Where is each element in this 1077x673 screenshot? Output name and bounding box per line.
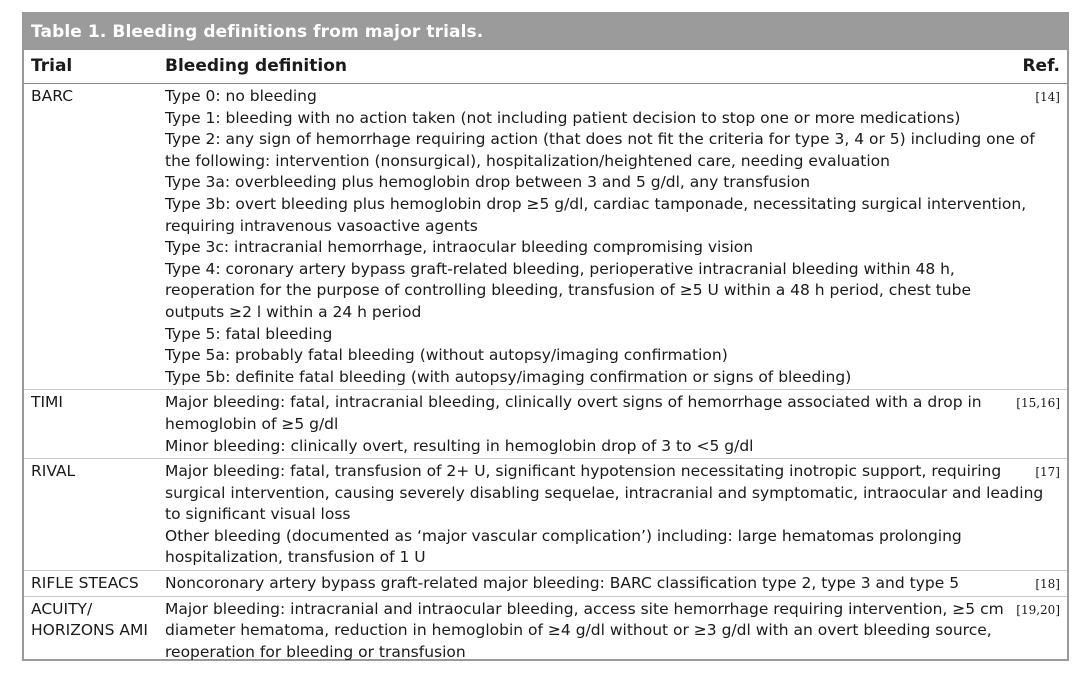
reference: [17] (1035, 465, 1060, 480)
definition-line: requiring intravenous vasoactive agents (165, 216, 478, 235)
definition-line: to significant visual loss (165, 505, 351, 524)
definition-line: Major bleeding: fatal, intracranial bleeding, clinically overt signs of hemorrhage associated with a drop in (165, 393, 982, 412)
definition-line: diameter hematoma, reduction in hemoglobin of ≥4 g/dl without or ≥3 g/dl with an overt bleeding source, (165, 621, 992, 640)
trial-name: RIFLE STEACS (31, 574, 139, 593)
definition-line: the following: intervention (nonsurgical), hospitalization/heightened care, needing evaluation (165, 151, 890, 170)
definition-line: Major bleeding: fatal, transfusion of 2+ U, significant hypotension necessitating inotropic support, requiring (165, 462, 1002, 481)
bleeding-definition (165, 571, 1015, 596)
header-trial: Trial (31, 56, 73, 76)
header-bleeding-definition: Bleeding definition (165, 56, 347, 76)
bleeding-definition (165, 390, 1015, 458)
bleeding-definition (165, 84, 1035, 389)
definition-line: Noncoronary artery bypass graft-related major bleeding: BARC classification type 2, type 3 and type 5 (165, 574, 960, 593)
definition-line: Type 3a: overbleeding plus hemoglobin drop between 3 and 5 g/dl, any transfusion (165, 173, 811, 192)
bleeding-definitions-table (22, 12, 1069, 661)
bleeding-definition (165, 597, 1015, 665)
definition-line: Major bleeding: intracranial and intraocular bleeding, access site hemorrhage requiring intervention, ≥5 cm (165, 599, 1004, 618)
trial-name: ACUITY/ HORIZONS AMI (31, 599, 148, 640)
definition-line: surgical intervention, causing severely disabling sequelae, intracranial and symptomatic, intraocular and leading (165, 483, 1044, 502)
table-row (24, 84, 1067, 390)
table-header-row (24, 50, 1067, 84)
definition-line: Type 2: any sign of hemorrhage requiring action (that does not fit the criteria for type 3, 4 or 5) including one of (165, 130, 1035, 149)
definition-line: reoperation for the purpose of controlling bleeding, transfusion of ≥5 U within a 48 h period, chest tube (165, 281, 971, 300)
definition-line: Other bleeding (documented as ‘major vascular complication’) including: large hematomas prolonging (165, 526, 962, 545)
trial-name: TIMI (31, 393, 63, 412)
table-caption: Table 1. Bleeding definitions from major trials. (24, 14, 1067, 50)
definition-line: Type 5b: definite fatal bleeding (with autopsy/imaging confirmation or signs of bleeding) (165, 367, 852, 386)
definition-line: Type 3b: overt bleeding plus hemoglobin drop ≥5 g/dl, cardiac tamponade, necessitating surgical intervention, (165, 194, 1027, 213)
reference: [15,16] (1016, 396, 1060, 411)
reference: [14] (1035, 90, 1060, 104)
definition-line: Type 1: bleeding with no action taken (not including patient decision to stop one or more medications) (165, 108, 961, 127)
definition-line: outputs ≥2 l within a 24 h period (165, 302, 422, 321)
table-row (24, 459, 1067, 571)
bleeding-definition (165, 459, 1044, 570)
table-row (24, 390, 1067, 459)
trial-name: BARC (31, 87, 74, 105)
definition-line: Type 4: coronary artery bypass graft-related bleeding, perioperative intracranial bleeding within 48 h, (165, 259, 955, 278)
table-row (24, 597, 1067, 665)
definition-line: reoperation for bleeding or transfusion (165, 642, 466, 661)
definition-line: Type 3c: intracranial hemorrhage, intraocular bleeding compromising vision (165, 238, 754, 257)
table-row (24, 571, 1067, 597)
table-body (24, 84, 1067, 664)
definition-line: Type 0: no bleeding (165, 87, 317, 105)
reference: [19,20] (1016, 602, 1060, 617)
definition-line: hemoglobin of ≥5 g/dl (165, 414, 339, 433)
definition-line: Minor bleeding: clinically overt, resulting in hemoglobin drop of 3 to <5 g/dl (165, 436, 754, 455)
definition-line: Type 5a: probably fatal bleeding (without autopsy/imaging confirmation) (165, 346, 728, 365)
definition-line: Type 5: fatal bleeding (165, 324, 333, 343)
trial-name: RIVAL (31, 462, 76, 481)
reference: [18] (1035, 577, 1060, 592)
definition-line: hospitalization, transfusion of 1 U (165, 548, 426, 567)
header-ref: Ref. (1022, 56, 1060, 76)
